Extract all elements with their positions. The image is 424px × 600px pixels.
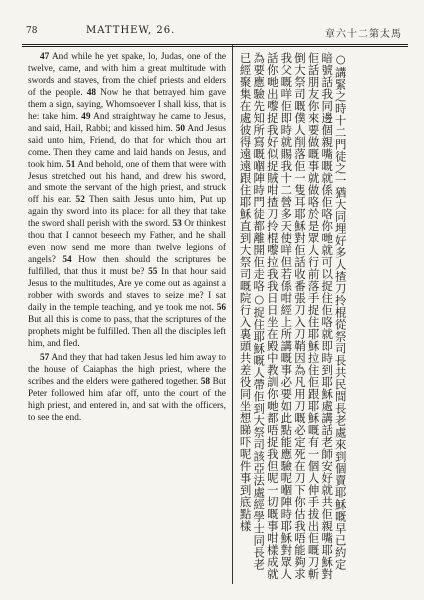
verse-text: But all this is come to pass, that the scriptures of the prophets might be fulfilled. Then all the disciples left him, and fled.: [28, 314, 226, 349]
verse-text: And Jesus said unto him, Friend, do that for which thou art come. Then they came and laid hands on Jesus, and took him.: [28, 123, 226, 170]
chinese-column: [238, 52, 404, 580]
verse-text: And straightway he came to Jesus, and said, Hail, Rabbi; and kissed him.: [28, 111, 226, 134]
verse-number: 51: [66, 159, 76, 170]
verse-number: 47: [40, 52, 50, 62]
verse-number: 57: [40, 352, 50, 363]
verse-text: How then should the scriptures be fulfilled, that thus it must be?: [28, 255, 226, 278]
verse-text: Or thinkest thou that I cannot beseech my Father, and he shall even now send me more than twelve legions of angels?: [28, 219, 226, 266]
english-column: [28, 52, 226, 582]
page-header: [22, 24, 408, 42]
verse-number: 56: [216, 303, 226, 314]
verse-number: 48: [86, 87, 97, 98]
verse-text: Then saith Jesus unto him, Put up again thy sword into its place: for all they that take the sword shall perish with the sword.: [28, 195, 226, 230]
verse-number: 52: [75, 195, 85, 206]
chinese-running-head: 章六十二第太馬: [325, 29, 402, 40]
verse-text: But Peter followed him afar off, unto the court of the high priest, and entered in, and sat with the officers, to see the end.: [28, 376, 226, 423]
verse-text: In that hour said Jesus to the multitudes, Are ye come out as against a robber with swords and staves to seize me? I sat daily in the temple teaching, and ye took me not.: [28, 267, 226, 314]
verse-number: 49: [81, 111, 91, 122]
page-number: 78: [26, 26, 38, 36]
verse-number: 54: [62, 255, 72, 266]
verse-text: And while he yet spake, lo, Judas, one of the twelve, came, and with him a great multitude with swords and staves, from the chief priests and elders of the people.: [28, 52, 226, 98]
book-page: [22, 24, 408, 586]
column-divider: [232, 44, 233, 584]
verse-number: 50: [175, 123, 186, 134]
verse-text: Now he that betrayed him gave them a sign, saying, Whomsoever I shall kiss, that is he: take him.: [28, 87, 226, 122]
verse-number: 58: [200, 376, 211, 387]
header-rule: [22, 44, 408, 45]
verse-text: And behold, one of them that were with Jesus stretched out his hand, and drew his sword, and smote the servant of the high priest, and struck off his ear.: [28, 159, 226, 206]
verse-number: 53: [172, 219, 182, 230]
book-title: MATTHEW, 26.: [86, 25, 176, 36]
chinese-text: ○講緊之時十二門徒之一猶大同埋好多人揸刀拎棍從祭司長共民間長老處來到個賣耶穌嘅早已約定暗號話我同邊個親嘴嘅就係佢咯你哋就可以捉住佢咯就即時到耶穌處講話老師安好就共佢親嘴耶穌對佢話朋友你來要做嘅事就做咯於是眾人行前落手捉住耶穌拉住佢跟耶穌嘅有一個人伸手拔出佢嘅刀斬倒大祭司嘅僕人削落佢一隻耳耶穌對佢話收番張刀入刀鞘因為凡用刀嘅必定死在刀下你估我唔能夠求我父嘅咩佢即時就賜我十二營多天使咩但若係咁經上所講嘅事必要如此點能應驗呢嗰陣時耶穌對眾人話你哋出嚟捉我好似捉賊咁揸刀拎棍嚟拉我我日日坐在殿中教訓你哋都唔捉我但呢一切嘅事咁樣成就為要應驗先知所寫嘅嗰陣時門徒都離開佢走咯○捉住耶穌嘅人帶佢到大祭司該亞法處經學士同長老已經聚集在處彼得遠遠跟住耶穌直到大祭司嘅院行入裏頭共差役同坐想睇吓呢件事到底點樣: [238, 52, 348, 580]
english-paragraph: [28, 52, 226, 351]
verse-number: 55: [148, 267, 158, 278]
header-rule-double: [22, 46, 408, 47]
english-paragraph: [28, 353, 226, 425]
verse-text: And they that had taken Jesus led him away to the house of Caiaphas the high priest, where the scribes and the elders were gathered together.: [28, 352, 226, 387]
